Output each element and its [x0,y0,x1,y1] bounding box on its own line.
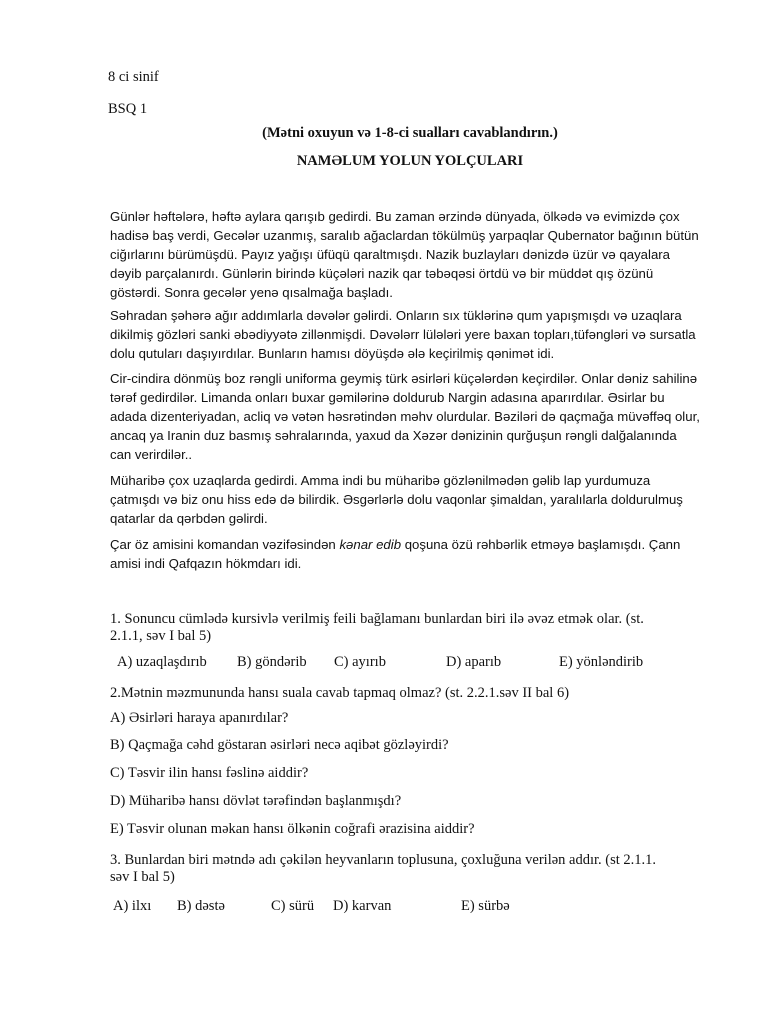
text-paragraph-1: Günlər həftələrə, həftə aylara qarışıb gedirdi. Bu zaman ərzində dünyada, ölkədə və evimizdə çox hadisə baş verdi, Gecələr uzanmış, saralıb ağaclardan tökülmüş yarpaqlar Qubernator bağının bütün ciğırlarını bürümüşdü. Payız yağışı üfüqü qaraltmışdı. Nazik buzlayları dənizdə üzür və qayalara dəyib parçalanırdı. Günlərin birində küçələri nazik qar təbəqəsi örtdü və bir müddət qış özünü göstərdi. Sonra gecələr yenə qısalmağa başladı. [110,209,699,300]
instruction: (Mətni oxuyun və 1-8-ci sualları cavablandırın.) [262,125,558,141]
question-1-line-1: 1. Sonuncu cümlədə kursivlə verilmiş feili bağlamanı bunlardan biri ilə əvəz etmək olar. (st. [110,611,644,627]
question-3-line-2: səv I bal 5) [110,869,175,885]
text-paragraph-5-before: Çar öz amisini komandan vəzifəsindən [110,537,340,552]
text-paragraph-3-part-b: Limanda onları buxar gəmilərinə doldurub Nargin adasına aparırdılar. Əsirlar bu adada dizenteriyadan, acliq və vətən həsrətindən məhv olurdular. [110,390,665,424]
question-2-option-b[interactable]: B) Qaçmağa cəhd göstaran əsirləri necə aqibət gözləyirdi? [110,737,449,753]
page-title: NAMƏLUM YOLUN YOLÇULARI [296,153,524,169]
question-2-option-c[interactable]: C) Təsvir ilin hansı fəslinə aiddir? [110,765,309,781]
question-1-option-d[interactable]: D) aparıb [446,654,502,670]
grade-label: 8 ci sinif [108,69,159,85]
question-2-option-a[interactable]: A) Əsirləri haraya apanırdılar? [110,710,289,726]
question-1-option-e[interactable]: E) yönləndirib [559,654,644,670]
question-3-line-1: 3. Bunlardan biri mətndə adı çəkilən heyvanların toplusuna, çoxluğuna verilən addır. (st 2.1.1. [110,852,657,868]
test-code: BSQ 1 [108,101,148,117]
text-paragraph-5-italic: kənar edib [339,537,402,552]
text-paragraph-4-part-b: Amma indi bu müharibə gözlənilmədən gəlib lap yurdumuza çatmışdı və biz onu hiss edə də bilirdik. Əsgərlərlə dolu vaqonlar şimaldan, yaralılarla doldurulmuş qatarlar da qərbdən gəlirdi. [110,473,683,526]
question-3-option-e[interactable]: E) sürbə [461,898,510,914]
text-paragraph-4 [110,471,700,528]
text-paragraph-3-part-c: Bəziləri də qaçmağa müvəffəq olur, ancaq ya Iranin duz basmış səhralarında, yaxud da Xəzər dənizinin qurğuşun rəngli dalğalanında can verirdilər.. [110,409,700,462]
text-paragraph-5 [110,535,700,573]
question-3-option-b[interactable]: B) dəstə [177,898,225,914]
question-3-option-a[interactable]: A) ilxı [113,898,152,914]
text-paragraph-5-after: qoşuna özü rəhbərlik etməyə başlamışdı. Çann amisi indi Qafqazın hökmdarı idi. [110,537,681,571]
text-paragraph-2 [110,306,700,363]
question-3-option-d[interactable]: D) karvan [333,898,392,914]
question-1-option-a[interactable]: A) uzaqlaşdırıb [117,654,207,670]
question-1-option-b[interactable]: B) göndərib [237,654,307,670]
question-1-line-2: 2.1.1, səv I bal 5) [110,628,212,644]
text-paragraph-3 [110,369,700,464]
question-3-option-c[interactable]: C) sürü [271,898,315,914]
text-paragraph-2-content: Səhradan şəhərə ağır addımlarla dəvələr gəlirdi. Onların sıx tüklərinə qum yapışmışdı və uzaqlara dikilmiş gözləri sanki əbədiyyətə zillənmişdi. Dəvələrr lülələri yere baxan topları,tüfəngləri və sursatla dolu qutuları daşıyırdılar. Bunların hamısı döyüşdə ələ keçirilmiş qənimət idi. [110,308,696,361]
text-paragraph-3-part-a: Cir-cindira dönmüş boz rəngli uniforma geymiş türk əsirləri küçələrdən keçirdilər. Onlar dəniz sahilinə tərəf gedirdilər. [110,371,698,405]
question-2-line-1: 2.Mətnin məzmununda hansı suala cavab tapmaq olmaz? (st. 2.2.1.səv II bal 6) [110,685,570,701]
text-paragraph-4-part-a: Müharibə çox uzaqlarda gedirdi. [110,473,301,488]
question-2-option-e[interactable]: E) Təsvir olunan məkan hansı ölkənin coğrafi ərazisina aiddir? [110,821,475,837]
question-2-option-d[interactable]: D) Müharibə hansı dövlət tərəfindən başlanmışdı? [110,793,402,809]
question-1-option-c[interactable]: C) ayırıb [334,654,386,670]
